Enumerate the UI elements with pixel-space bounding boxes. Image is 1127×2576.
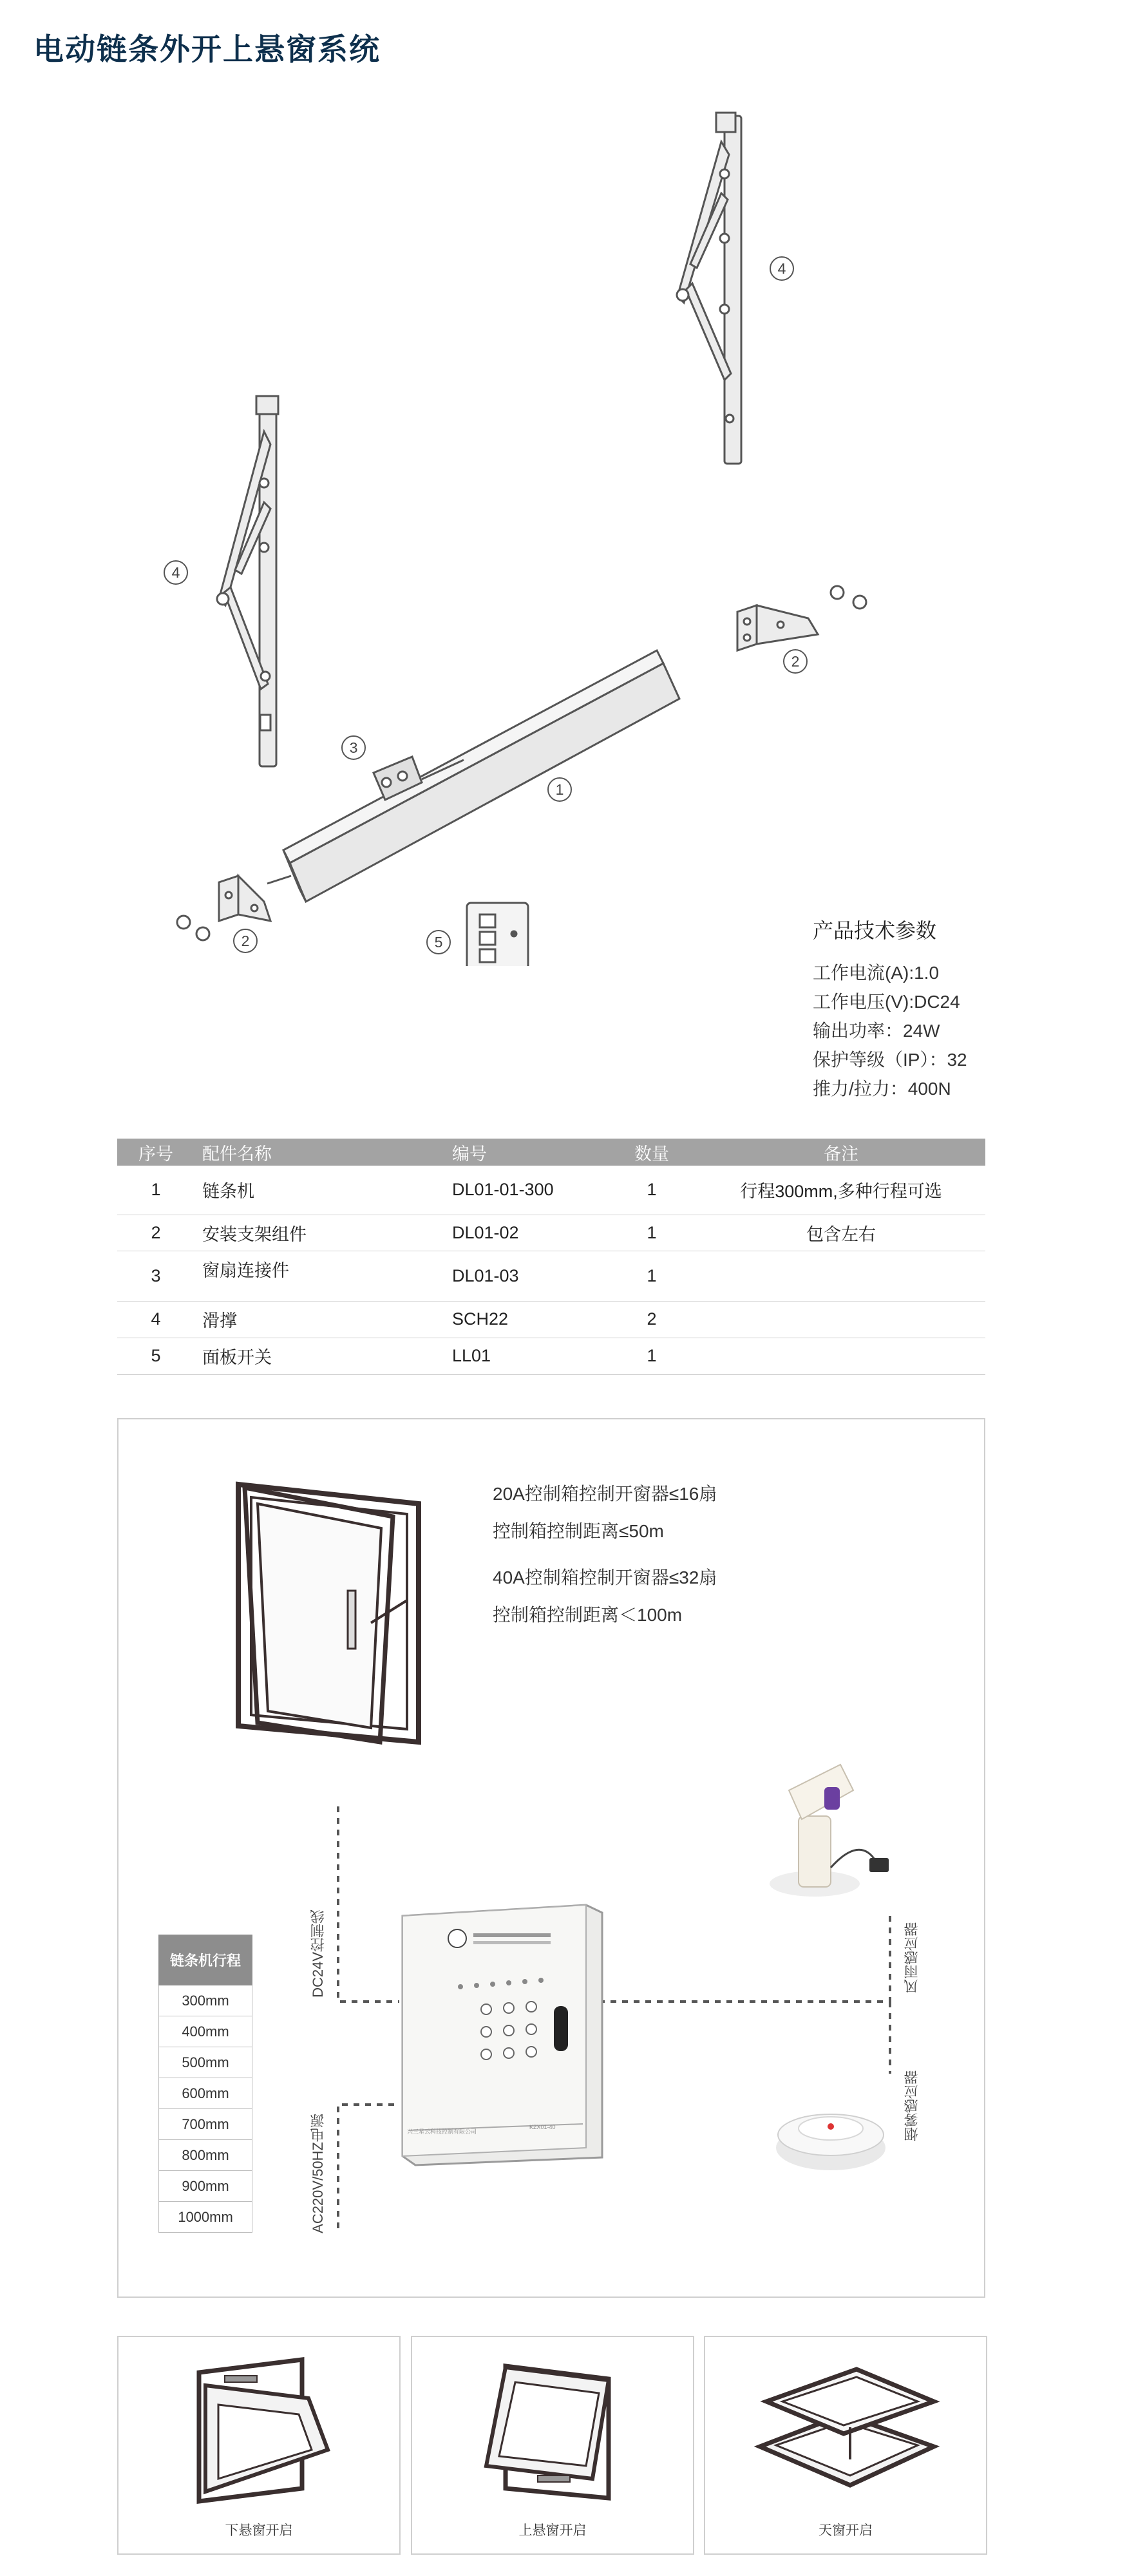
mode-label-skylight: 天窗开启 [819, 2523, 873, 2538]
note-20a: 20A控制箱控制开窗器≤16扇 [493, 1484, 717, 1504]
dc24v-line-label: DC24V控制线 [310, 1909, 326, 1998]
cell-qty: 1 [607, 1215, 697, 1251]
control-box-brand: 兴三星云科技控制有限公司 [407, 2128, 477, 2135]
cell-code: DL01-03 [446, 1251, 607, 1301]
spec-current: 工作电流(A):1.0 [813, 963, 940, 983]
stroke-header: 链条机行程 [159, 1935, 252, 1985]
table-row [159, 2202, 252, 2233]
spec-power: 输出功率：24W [813, 1021, 940, 1041]
col-name: 配件名称 [194, 1139, 446, 1166]
bottom-hung-window-icon [173, 2353, 347, 2508]
callout-switch: 5 [426, 930, 451, 954]
stroke-value: 800mm [159, 2140, 252, 2171]
mode-card-top-hung [411, 2336, 694, 2555]
table-row [159, 2016, 252, 2047]
mode-card-skylight [704, 2336, 987, 2555]
table-row [159, 2047, 252, 2078]
top-hung-window-icon [467, 2353, 641, 2508]
table-row [159, 1985, 252, 2016]
cell-name: 窗扇连接件 [194, 1251, 446, 1301]
wind-rain-sensor [763, 1739, 905, 1906]
mode-label-top-hung: 上悬窗开启 [518, 2523, 587, 2538]
note-40a: 40A控制箱控制开窗器≤32扇 [493, 1567, 717, 1587]
callout-stay-left: 4 [164, 560, 188, 585]
control-box-model: KZX01-40 [529, 2124, 556, 2130]
note-distance-100: 控制箱控制距离＜100m [493, 1605, 683, 1625]
cell-qty: 2 [607, 1301, 697, 1338]
cell-no: 1 [117, 1166, 194, 1215]
skylight-window-icon [741, 2363, 947, 2505]
cell-note: 行程300mm,多种行程可选 [697, 1166, 985, 1215]
callout-actuator: 1 [547, 777, 572, 802]
stroke-value: 600mm [159, 2078, 252, 2109]
callout-stay-upper: 4 [770, 256, 794, 281]
cell-no: 5 [117, 1338, 194, 1374]
cell-qty: 1 [607, 1338, 697, 1374]
smoke-sensor [770, 2087, 892, 2177]
smoke-sensor-label: 烟雾感应器 [904, 2070, 920, 2141]
cell-code: SCH22 [446, 1301, 607, 1338]
cell-name: 滑撑 [194, 1301, 446, 1338]
cell-no: 2 [117, 1215, 194, 1251]
note-distance-50: 控制箱控制距离≤50m [493, 1521, 664, 1541]
cell-no: 4 [117, 1301, 194, 1338]
page-title: 电动链条外开上悬窗系统 [33, 32, 381, 66]
spec-voltage: 工作电压(V):DC24 [813, 992, 960, 1012]
cell-name: 链条机 [194, 1166, 446, 1215]
cell-note: 包含左右 [697, 1215, 985, 1251]
cell-qty: 1 [607, 1166, 697, 1215]
callout-bracket-right: 2 [783, 649, 808, 674]
mode-label-bottom-hung: 下悬窗开启 [225, 2523, 293, 2538]
stroke-value: 1000mm [159, 2202, 252, 2233]
col-note: 备注 [697, 1139, 985, 1166]
stroke-value: 400mm [159, 2016, 252, 2047]
cell-code: LL01 [446, 1338, 607, 1374]
cell-no: 3 [117, 1251, 194, 1301]
cell-qty: 1 [607, 1251, 697, 1301]
mode-card-bottom-hung [117, 2336, 401, 2555]
stroke-value: 900mm [159, 2171, 252, 2202]
wind-sensor-label: 风雨感应器 [904, 1922, 920, 1993]
cell-code: DL01-02 [446, 1215, 607, 1251]
col-no: 序号 [117, 1139, 194, 1166]
stroke-value: 500mm [159, 2047, 252, 2078]
cell-name: 面板开关 [194, 1338, 446, 1374]
col-code: 编号 [446, 1139, 607, 1166]
spec-force: 推力/拉力：400N [813, 1079, 951, 1099]
callout-connector: 3 [341, 735, 366, 760]
ac220v-line-label: AC220V/50HZ电源 [310, 2114, 326, 2233]
callout-bracket-left: 2 [233, 929, 258, 953]
table-row [159, 2078, 252, 2109]
cell-code: DL01-01-300 [446, 1166, 607, 1215]
table-row [159, 2171, 252, 2202]
cell-name: 安装支架组件 [194, 1215, 446, 1251]
stroke-value: 300mm [159, 1985, 252, 2016]
col-qty: 数量 [607, 1139, 697, 1166]
stroke-value: 700mm [159, 2109, 252, 2140]
table-row [159, 2109, 252, 2140]
spec-ip: 保护等级（IP）：32 [813, 1050, 967, 1070]
stroke-table [158, 1935, 252, 2233]
specs-title: 产品技术参数 [813, 919, 937, 942]
table-row [159, 2140, 252, 2171]
